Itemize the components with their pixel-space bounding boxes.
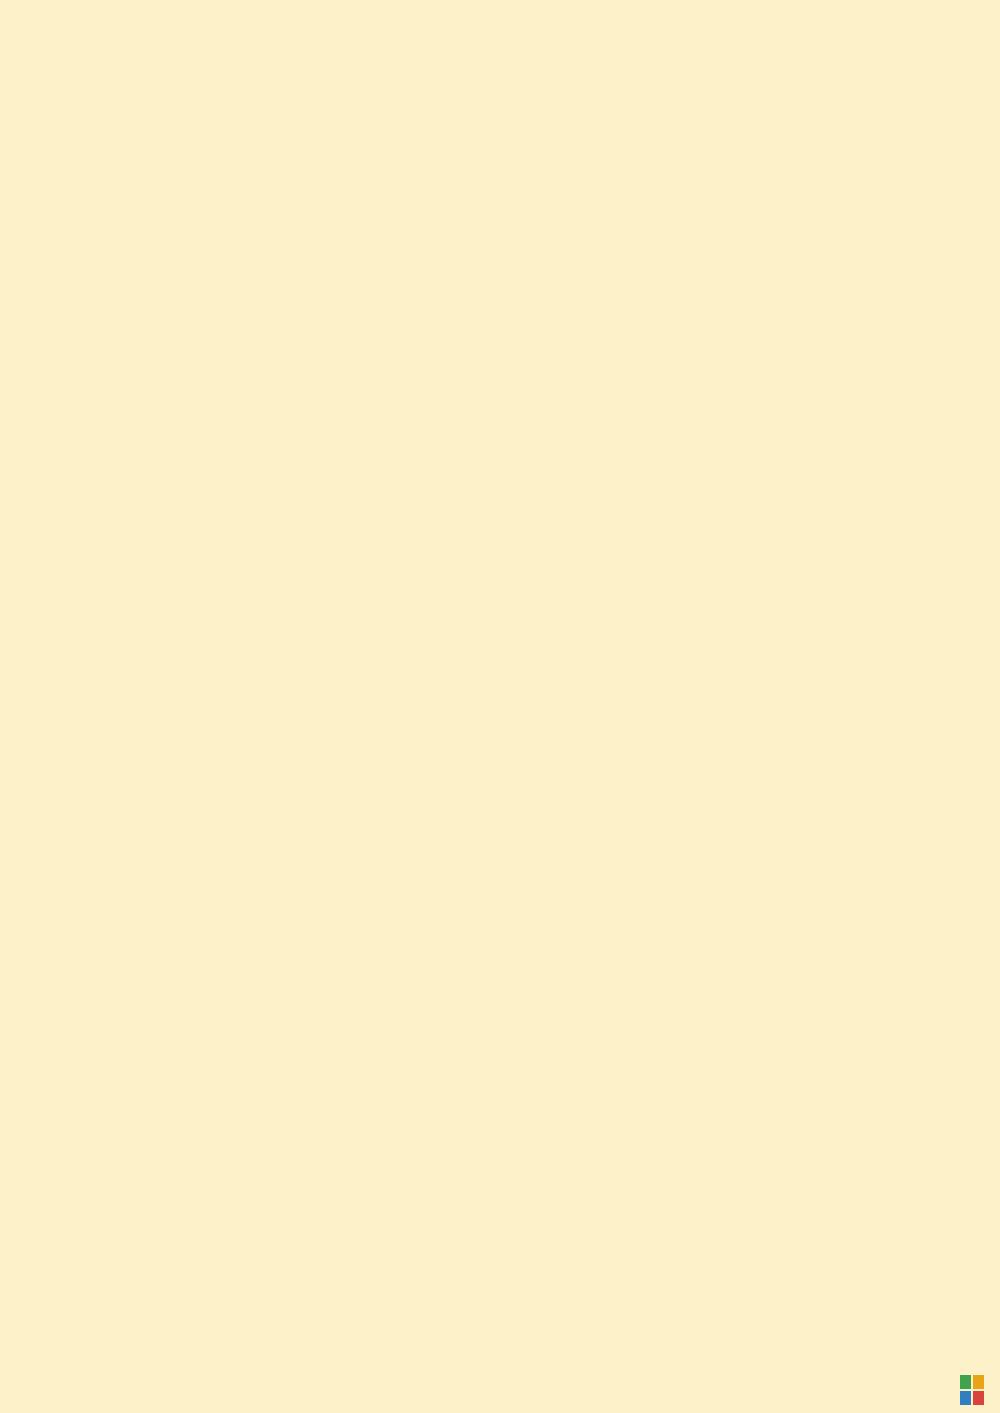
logo-badge-icon [960, 1375, 984, 1405]
vine-border-right [950, 50, 970, 1360]
vine-border-top [26, 30, 974, 50]
vine-border-bottom [26, 1360, 974, 1380]
vine-border-left [30, 50, 50, 1360]
liveworksheets-logo[interactable] [960, 1372, 988, 1408]
